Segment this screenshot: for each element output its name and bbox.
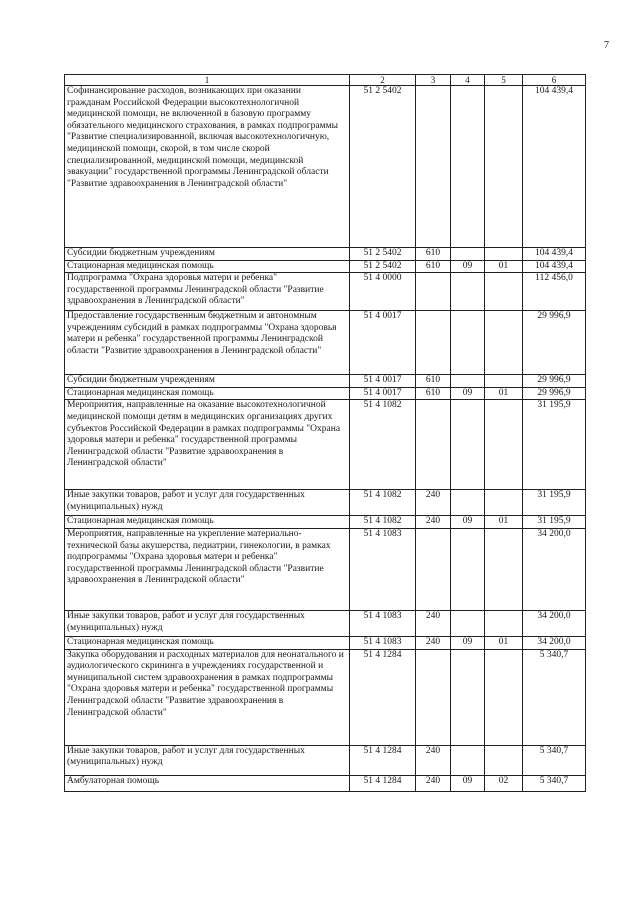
row-amount: 31 195,9: [523, 516, 586, 529]
row-name: Амбулаторная помощь: [65, 775, 350, 791]
table-row: [65, 516, 586, 529]
row-name: Иные закупки товаров, работ и услуг для государственных (муниципальных) нужд: [65, 490, 350, 516]
row-name: Иные закупки товаров, работ и услуг для государственных (муниципальных) нужд: [65, 610, 350, 636]
row-subsection: [485, 490, 523, 516]
row-subsection: [485, 649, 523, 745]
table-row: [65, 375, 586, 388]
row-section: 09: [451, 775, 485, 791]
header-row: [65, 75, 586, 86]
row-section: 09: [451, 260, 485, 273]
row-amount: 31 195,9: [523, 400, 586, 490]
column-header: 1: [65, 75, 350, 86]
row-subsection: 01: [485, 636, 523, 649]
table-row: [65, 387, 586, 400]
row-subsection: [485, 745, 523, 775]
row-amount: 31 195,9: [523, 490, 586, 516]
row-expense-type: 240: [416, 636, 451, 649]
row-target-code: 51 4 1083: [350, 528, 416, 610]
row-subsection: [485, 273, 523, 311]
row-section: [451, 375, 485, 388]
table-row: [65, 400, 586, 490]
row-amount: 34 200,0: [523, 636, 586, 649]
row-subsection: [485, 86, 523, 248]
column-header: 4: [451, 75, 485, 86]
table-row: [65, 260, 586, 273]
row-name: Мероприятия, направленные на укрепление материально-технической базы акушерства, педиатрии, гинекологии, в рамках подпрограммы "Охрана здоровья матери и ребенка" государственной программы Ленинградской области "Развитие здравоохранения в Ленинградской области": [65, 528, 350, 610]
table-row: [65, 610, 586, 636]
page-number: 7: [604, 40, 609, 51]
row-target-code: 51 4 0017: [350, 311, 416, 375]
row-target-code: 51 2 5402: [350, 260, 416, 273]
row-expense-type: [416, 273, 451, 311]
row-expense-type: [416, 649, 451, 745]
row-section: [451, 649, 485, 745]
row-amount: 34 200,0: [523, 528, 586, 610]
column-header: 6: [523, 75, 586, 86]
row-section: [451, 311, 485, 375]
row-amount: 29 996,9: [523, 387, 586, 400]
row-expense-type: 240: [416, 490, 451, 516]
row-subsection: 01: [485, 516, 523, 529]
table-row: [65, 273, 586, 311]
table-row: [65, 745, 586, 775]
row-section: [451, 490, 485, 516]
column-header: 2: [350, 75, 416, 86]
row-expense-type: [416, 528, 451, 610]
row-amount: 104 439,4: [523, 260, 586, 273]
row-target-code: 51 4 1082: [350, 400, 416, 490]
row-subsection: [485, 400, 523, 490]
row-expense-type: 610: [416, 387, 451, 400]
table-row: [65, 636, 586, 649]
row-target-code: 51 4 1082: [350, 516, 416, 529]
row-name: Предоставление государственным бюджетным и автономным учреждениям субсидий в рамках подпрограммы "Охрана здоровья матери и ребенка" государственной программы Ленинградской области "Развитие здравоохранения в Ленинградской области": [65, 311, 350, 375]
row-target-code: 51 2 5402: [350, 248, 416, 261]
table-row: [65, 248, 586, 261]
table-row: [65, 528, 586, 610]
row-expense-type: [416, 400, 451, 490]
row-target-code: 51 4 1083: [350, 610, 416, 636]
row-subsection: [485, 311, 523, 375]
table-row: [65, 311, 586, 375]
row-section: 09: [451, 387, 485, 400]
row-target-code: 51 4 0000: [350, 273, 416, 311]
row-expense-type: 610: [416, 248, 451, 261]
row-expense-type: 610: [416, 260, 451, 273]
row-section: [451, 86, 485, 248]
row-amount: 29 996,9: [523, 311, 586, 375]
row-target-code: 51 4 1284: [350, 649, 416, 745]
row-name: Софинансирование расходов, возникающих при оказании гражданам Российской Федерации высокотехнологичной медицинской помощи, не включенной в базовую программу обязательного медицинского страхования, в рамках подпрограммы "Развитие специализированной, включая высокотехнологичную, медицинской помощи, скорой, в том числе скорой специализированной, медицинской помощи, медицинской эвакуации" государственной программы Ленинградской области "Развитие здравоохранения в Ленинградской области": [65, 86, 350, 248]
row-amount: 29 996,9: [523, 375, 586, 388]
row-section: [451, 400, 485, 490]
row-name: Стационарная медицинская помощь: [65, 636, 350, 649]
column-header: 3: [416, 75, 451, 86]
row-name: Закупка оборудования и расходных материалов для неонатального и аудиологического скрининга в учреждениях государственной и муниципальной систем здравоохранения в рамках подпрограммы "Охрана здоровья матери и ребенка" государственной программы Ленинградской области "Развитие здравоохранения в Ленинградской области": [65, 649, 350, 745]
row-expense-type: 240: [416, 516, 451, 529]
row-target-code: 51 4 1284: [350, 745, 416, 775]
row-section: [451, 273, 485, 311]
row-target-code: 51 4 1083: [350, 636, 416, 649]
row-section: 09: [451, 636, 485, 649]
row-section: 09: [451, 516, 485, 529]
row-section: [451, 745, 485, 775]
row-subsection: [485, 528, 523, 610]
table-row: [65, 86, 586, 248]
row-name: Стационарная медицинская помощь: [65, 260, 350, 273]
row-target-code: 51 2 5402: [350, 86, 416, 248]
row-section: [451, 610, 485, 636]
row-amount: 5 340,7: [523, 649, 586, 745]
row-name: Стационарная медицинская помощь: [65, 387, 350, 400]
row-subsection: [485, 375, 523, 388]
row-subsection: [485, 248, 523, 261]
row-expense-type: 240: [416, 775, 451, 791]
table-row: [65, 649, 586, 745]
row-expense-type: 240: [416, 610, 451, 636]
row-amount: 5 340,7: [523, 775, 586, 791]
row-expense-type: 610: [416, 375, 451, 388]
row-amount: 104 439,4: [523, 248, 586, 261]
table-body: [65, 86, 586, 792]
row-subsection: 01: [485, 387, 523, 400]
row-target-code: 51 4 1082: [350, 490, 416, 516]
row-amount: 104 439,4: [523, 86, 586, 248]
row-name: Иные закупки товаров, работ и услуг для государственных (муниципальных) нужд: [65, 745, 350, 775]
row-expense-type: [416, 86, 451, 248]
row-name: Мероприятия, направленные на оказание высокотехнологичной медицинской помощи детям в медицинских организациях других субъектов Российской Федерации в рамках подпрограммы "Охрана здоровья матери и ребенка" государственной программы Ленинградской области "Развитие здравоохранения в Ленинградской области": [65, 400, 350, 490]
row-name: Субсидии бюджетным учреждениям: [65, 248, 350, 261]
row-name: Стационарная медицинская помощь: [65, 516, 350, 529]
table-row: [65, 490, 586, 516]
row-target-code: 51 4 1284: [350, 775, 416, 791]
row-name: Субсидии бюджетным учреждениям: [65, 375, 350, 388]
row-section: [451, 248, 485, 261]
column-header: 5: [485, 75, 523, 86]
row-amount: 112 456,0: [523, 273, 586, 311]
row-target-code: 51 4 0017: [350, 387, 416, 400]
table-row: [65, 775, 586, 791]
budget-table: [64, 74, 586, 792]
row-subsection: 02: [485, 775, 523, 791]
row-target-code: 51 4 0017: [350, 375, 416, 388]
row-expense-type: [416, 311, 451, 375]
row-amount: 5 340,7: [523, 745, 586, 775]
row-name: Подпрограмма "Охрана здоровья матери и ребенка" государственной программы Ленинградской области "Развитие здравоохранения в Ленинградской области": [65, 273, 350, 311]
row-amount: 34 200,0: [523, 610, 586, 636]
row-expense-type: 240: [416, 745, 451, 775]
row-section: [451, 528, 485, 610]
row-subsection: [485, 610, 523, 636]
row-subsection: 01: [485, 260, 523, 273]
